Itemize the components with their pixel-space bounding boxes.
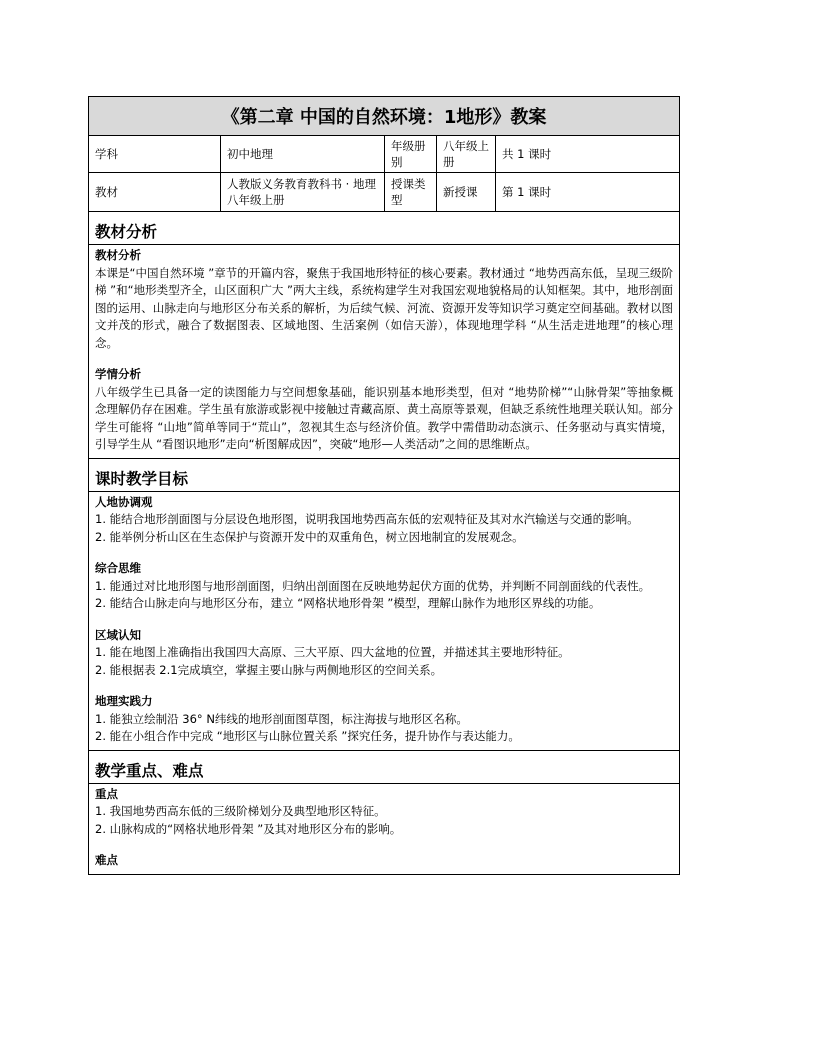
section-keypoints-heading-row xyxy=(89,750,680,783)
lesson-type-label: 授课类型 xyxy=(385,173,437,212)
list-item: 2. 能结合山脉走向与地形区分布，建立 “网格状地形骨架 ”模型，理解山脉作为地形区界线的功能。 xyxy=(95,596,601,610)
subheading: 区域认知 xyxy=(95,627,141,642)
list-item: 2. 能在小组合作中完成 “地形区与山脉位置关系 ”探究任务，提升协作与表达能力。 xyxy=(95,729,520,743)
info-row-textbook xyxy=(89,173,680,212)
paragraph: 八年级学生已具备一定的读图能力与空间想象基础，能识别基本地形类型，但对 “地势阶梯”“山脉骨架”等抽象概念理解仍存在困难。学生虽有旅游或影视中接触过青藏高原、黄土高原等景观，但缺乏系统性地理关联认知。部分学生可能将 “山地”简单等同于“荒山”，忽视其生态与经济价值。教学中需借助动态演示、任务驱动与真实情境，引导学生从 “看图识地形”走向“析图解成因”，突破“地形—人类活动”之间的思维断点。 xyxy=(95,384,674,451)
subheading: 综合思维 xyxy=(95,561,141,575)
subject-label: 学科 xyxy=(89,136,221,173)
document-title: 《第二章 中国的自然环境：1地形》教案 xyxy=(89,97,680,136)
list-item: 1. 能通过对比地形图与地形剖面图，归纳出剖面图在反映地势起伏方面的优势，并判断不同剖面线的代表性。 xyxy=(95,578,651,593)
info-row-subject xyxy=(89,136,680,173)
grade-label: 年级册别 xyxy=(385,136,437,173)
section-keypoints-body-row xyxy=(89,783,680,874)
total-hours: 共 1 课时 xyxy=(496,136,680,173)
list-item: 1. 能独立绘制沿 36° N纬线的地形剖面图草图，标注海拔与地形区名称。 xyxy=(95,711,468,726)
list-item: 2. 山脉构成的“网格状地形骨架 ”及其对地形区分布的影响。 xyxy=(95,821,402,836)
section-body xyxy=(89,491,680,750)
section-body xyxy=(89,245,680,459)
textbook-value: 人教版义务教育教科书 · 地理八年级上册 xyxy=(221,173,385,212)
lesson-plan-document xyxy=(88,96,679,875)
section-analysis-heading-row xyxy=(89,212,680,245)
subheading: 重点 xyxy=(95,786,118,801)
paragraph: 本课是“中国自然环境 ”章节的开篇内容，聚焦于我国地形特征的核心要素。教材通过 “地势西高东低，呈现三级阶梯 ”和“地形类型齐全，山区面积广大 ”两大主线，系统构建学生对我国宏观地貌格局的认知框架。其中，地形剖面图的运用、山脉走向与地形区分布关系的解析，为后续气候、河流、资源开发等知识学习奠定空间基础。教材以图文并茂的形式，融合了数据图表、区域地图、生活案例（如信天游），体现地理学科 “从生活走进地理”的核心理念。 xyxy=(95,265,674,350)
subject-value: 初中地理 xyxy=(221,136,385,173)
textbook-label: 教材 xyxy=(89,173,221,212)
section-goals-body-row xyxy=(89,491,680,750)
subheading: 人地协调观 xyxy=(95,494,153,509)
section-heading: 教材分析 xyxy=(89,212,680,245)
subheading: 地理实践力 xyxy=(95,694,153,708)
list-item: 1. 能结合地形剖面图与分层设色地形图，说明我国地势西高东低的宏观特征及其对水汽输送与交通的影响。 xyxy=(95,512,639,526)
list-item: 2. 能根据表 2.1完成填空，掌握主要山脉与两侧地形区的空间关系。 xyxy=(95,662,443,677)
lesson-type-value: 新授课 xyxy=(437,173,496,212)
subheading: 学情分析 xyxy=(95,367,141,381)
section-heading: 教学重点、难点 xyxy=(89,750,680,783)
section-heading: 课时教学目标 xyxy=(89,458,680,491)
grade-value: 八年级上册 xyxy=(437,136,496,173)
list-item: 1. 我国地势西高东低的三级阶梯划分及典型地形区特征。 xyxy=(95,804,386,818)
section-analysis-body-row xyxy=(89,245,680,459)
subheading: 难点 xyxy=(95,853,118,867)
list-item: 2. 能举例分析山区在生态保护与资源开发中的双重角色，树立因地制宜的发展观念。 xyxy=(95,529,524,544)
lesson-plan-table xyxy=(88,96,680,875)
section-goals-heading-row xyxy=(89,458,680,491)
section-body xyxy=(89,783,680,874)
current-hour: 第 1 课时 xyxy=(496,173,680,212)
subheading: 教材分析 xyxy=(95,248,141,262)
list-item: 1. 能在地图上准确指出我国四大高原、三大平原、四大盆地的位置，并描述其主要地形特征。 xyxy=(95,645,570,659)
